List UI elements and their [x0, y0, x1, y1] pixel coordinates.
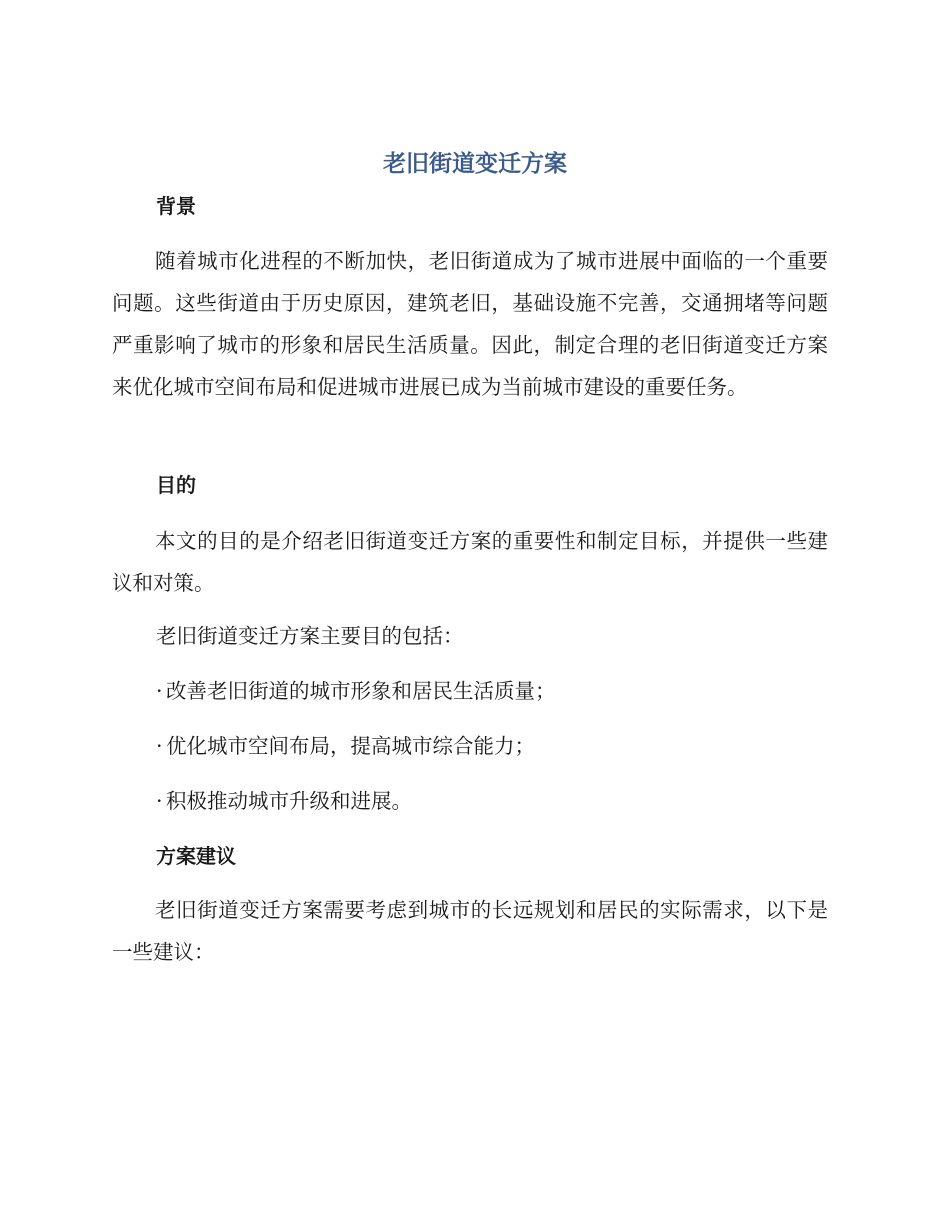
list-item — [156, 731, 836, 761]
bullet-icon: · — [156, 789, 163, 813]
list-item — [156, 786, 836, 816]
section-heading-background: 背景 — [156, 194, 196, 218]
paragraph-purpose: 本文的目的是介绍老旧街道变迁方案的重要性和制定目标，并提供一些建议和对策。 — [112, 529, 828, 595]
document-title: 老旧街道变迁方案 — [383, 151, 567, 177]
bullet-icon: · — [156, 679, 163, 703]
section-heading-proposal: 方案建议 — [156, 844, 236, 868]
paragraph-background: 随着城市化进程的不断加快，老旧街道成为了城市进展中面临的一个重要问题。这些街道由于历史原因，建筑老旧，基础设施不完善，交通拥堵等问题严重影响了城市的形象和居民生活质量。因此，制定合理的老旧街道变迁方案来优化城市空间布局和促进城市进展已成为当前城市建设的重要任务。 — [112, 249, 828, 399]
bullet-icon: · — [156, 734, 163, 758]
list-item-text: 优化城市空间布局，提高城市综合能力； — [166, 734, 535, 758]
list-item-text: 积极推动城市升级和进展。 — [166, 789, 412, 813]
section-heading-purpose: 目的 — [156, 473, 196, 497]
list-item-text: 改善老旧街道的城市形象和居民生活质量； — [166, 679, 556, 703]
paragraph-proposal: 老旧街道变迁方案需要考虑到城市的长远规划和居民的实际需求，以下是一些建议： — [112, 898, 828, 964]
list-item — [156, 676, 836, 706]
list-intro: 老旧街道变迁方案主要目的包括： — [156, 624, 464, 648]
